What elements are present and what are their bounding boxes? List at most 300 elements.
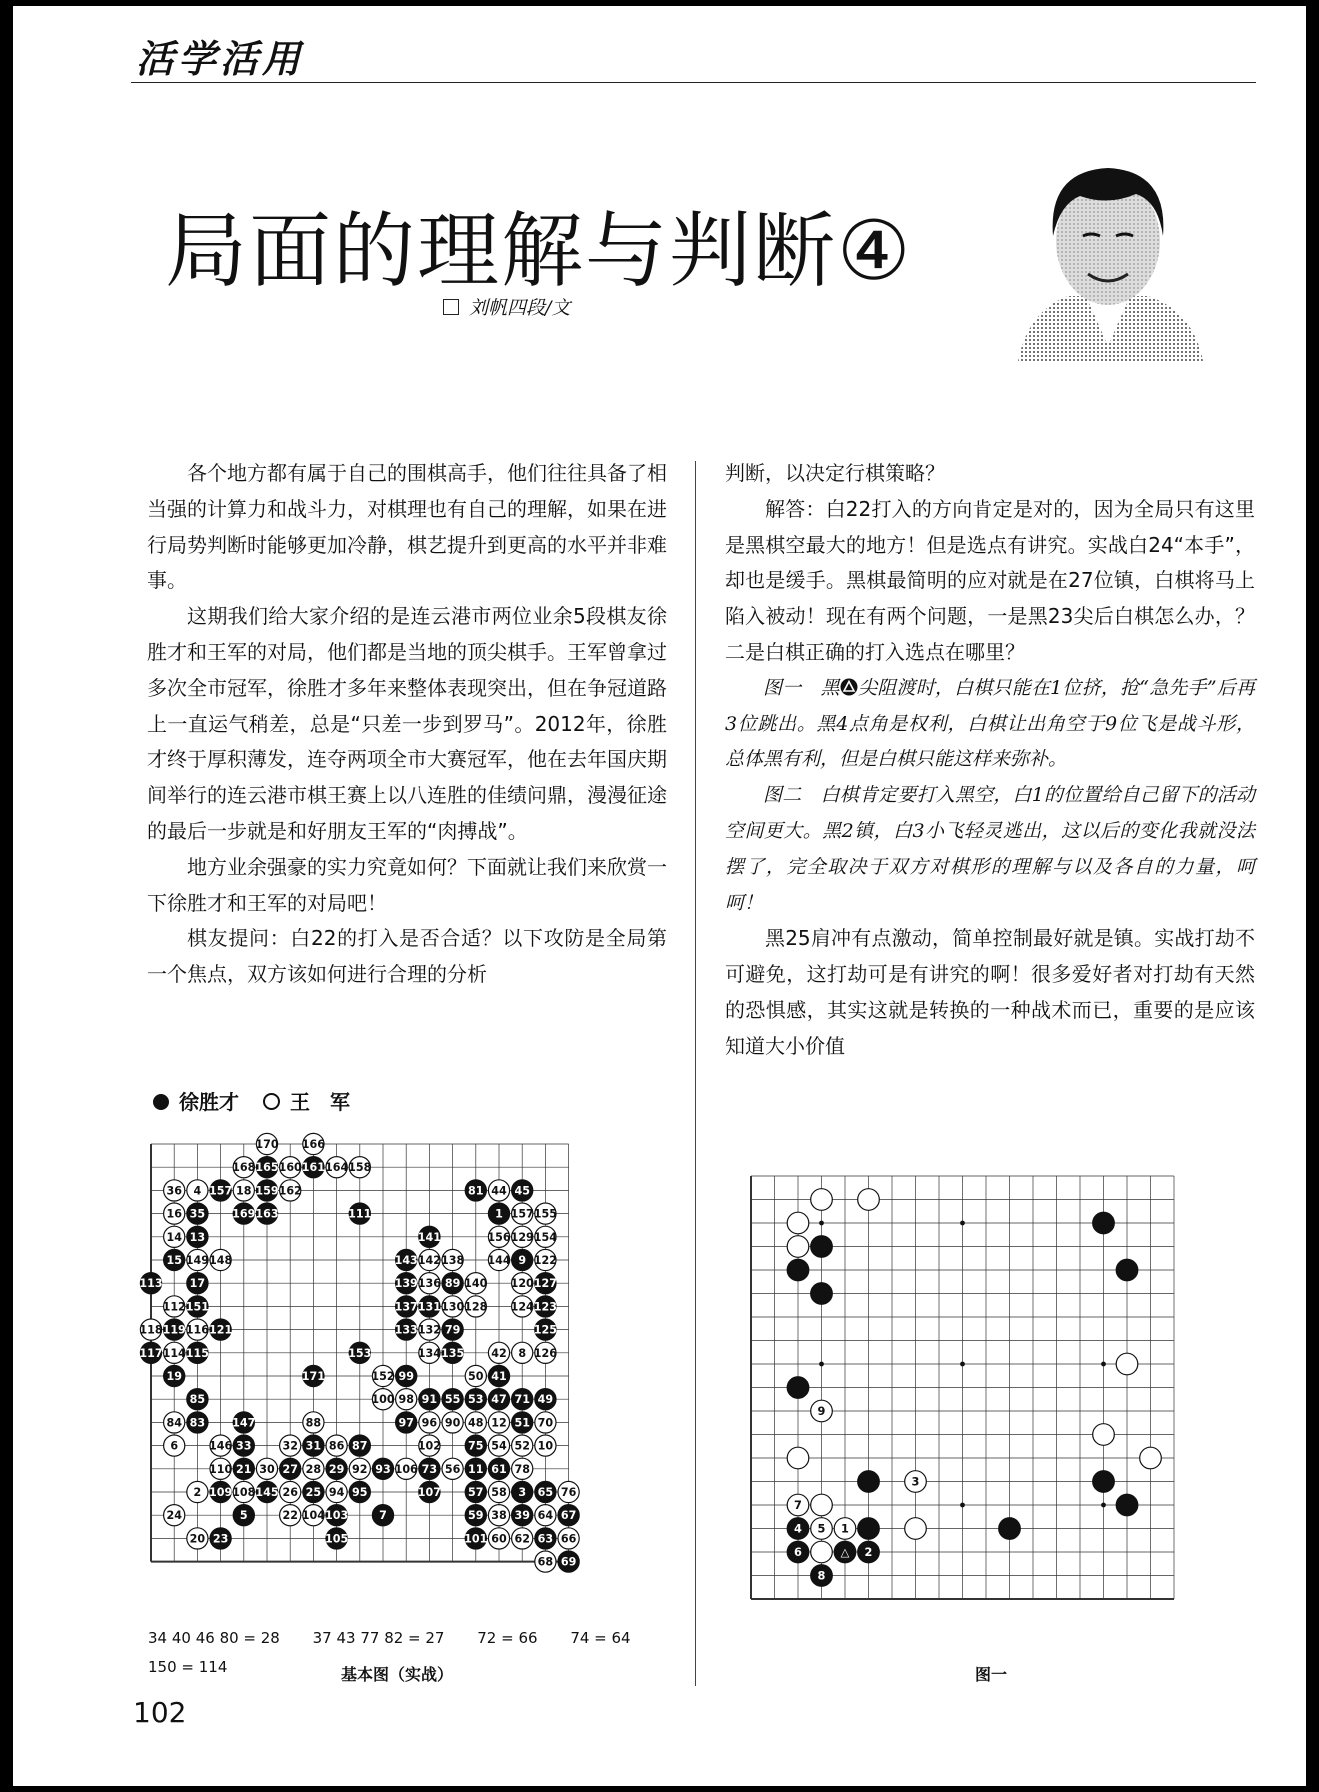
white-stone — [209, 1458, 232, 1479]
black-stone — [209, 1180, 232, 1201]
svg-text:147: 147 — [232, 1416, 256, 1430]
black-stone — [255, 1203, 278, 1224]
white-stone — [187, 1481, 208, 1502]
svg-text:2: 2 — [193, 1486, 202, 1500]
svg-text:160: 160 — [278, 1161, 302, 1175]
white-stone — [488, 1412, 509, 1433]
star-point — [1101, 1362, 1106, 1367]
svg-text:162: 162 — [278, 1184, 302, 1198]
white-stone — [511, 1203, 534, 1224]
svg-text:29: 29 — [328, 1462, 345, 1476]
author-photo — [1008, 146, 1208, 361]
svg-text:138: 138 — [440, 1254, 465, 1268]
black-stone — [396, 1365, 417, 1386]
svg-text:118: 118 — [139, 1323, 163, 1337]
page-number: 102 — [133, 1696, 187, 1729]
black-stone — [372, 1458, 393, 1479]
svg-text:101: 101 — [464, 1532, 488, 1546]
svg-text:84: 84 — [166, 1416, 182, 1430]
svg-text:157: 157 — [510, 1207, 534, 1221]
black-stone — [255, 1157, 278, 1178]
svg-text:6: 6 — [794, 1545, 802, 1560]
black-stone — [139, 1342, 162, 1363]
white-stone — [1140, 1447, 1162, 1469]
black-stone — [395, 1296, 418, 1317]
svg-text:5: 5 — [817, 1521, 826, 1536]
white-stone — [834, 1518, 856, 1540]
black-stone — [210, 1528, 231, 1549]
white-stone — [326, 1435, 347, 1456]
star-point — [1101, 1503, 1106, 1508]
svg-text:1: 1 — [841, 1521, 849, 1536]
black-stone — [558, 1505, 579, 1526]
svg-text:155: 155 — [533, 1207, 558, 1221]
magazine-page — [13, 6, 1306, 1786]
white-stone — [512, 1435, 533, 1456]
white-stone — [858, 1189, 880, 1211]
svg-text:165: 165 — [255, 1161, 279, 1175]
white-stone — [186, 1249, 209, 1270]
black-stone — [419, 1389, 440, 1410]
black-stone — [465, 1389, 486, 1410]
svg-text:139: 139 — [394, 1277, 418, 1291]
paragraph: 棋友提问：白22的打入是否合适？以下攻防是全局第一个焦点，双方该如何进行合理的分析 — [147, 926, 667, 987]
black-stone — [465, 1481, 486, 1502]
white-stone — [511, 1296, 534, 1317]
black-stone — [326, 1458, 347, 1479]
black-stone — [488, 1458, 509, 1479]
byline-text: 刘帆四段/文 — [469, 297, 571, 319]
svg-text:134: 134 — [417, 1346, 442, 1360]
black-stone — [395, 1273, 418, 1294]
white-stone — [511, 1273, 534, 1294]
svg-text:36: 36 — [166, 1184, 182, 1198]
white-stone — [418, 1342, 441, 1363]
svg-text:114: 114 — [162, 1346, 186, 1360]
black-stone — [1116, 1259, 1138, 1281]
figure-1-note: 图一 黑 尖阻渡时，白棋只能在1位挤，抢“急先手”后再3位跳出。黑4点角是权利，白棋让出角空于9位飞是战斗形，总体黑有利，但是白棋只能这样来弥补。 — [725, 676, 1255, 771]
black-stone — [534, 1319, 557, 1340]
white-stone — [209, 1249, 232, 1270]
svg-text:163: 163 — [255, 1207, 279, 1221]
black-triangle-stone-icon — [840, 678, 858, 696]
paragraph: 判断，以决定行棋策略？ — [725, 461, 945, 485]
black-stone — [187, 1226, 208, 1247]
svg-text:86: 86 — [328, 1439, 345, 1453]
svg-text:151: 151 — [185, 1300, 210, 1314]
svg-text:13: 13 — [189, 1230, 206, 1244]
white-stone — [233, 1180, 254, 1201]
svg-text:97: 97 — [398, 1416, 414, 1430]
white-stone — [442, 1458, 463, 1479]
svg-text:44: 44 — [491, 1184, 507, 1198]
white-stone — [787, 1494, 809, 1516]
white-stone — [418, 1435, 441, 1456]
svg-text:38: 38 — [491, 1509, 507, 1523]
white-stone — [465, 1365, 486, 1386]
svg-text:131: 131 — [417, 1300, 442, 1314]
svg-text:88: 88 — [305, 1416, 322, 1430]
svg-text:7: 7 — [379, 1509, 387, 1523]
svg-text:142: 142 — [417, 1254, 442, 1268]
white-stone — [488, 1435, 509, 1456]
black-stone — [811, 1283, 833, 1305]
star-point — [960, 1503, 965, 1508]
black-stone — [858, 1471, 880, 1493]
svg-text:58: 58 — [491, 1486, 507, 1500]
white-stone — [325, 1157, 348, 1178]
paragraph: 地方业余强豪的实力究竟如何？下面就让我们来欣赏一下徐胜才和王军的对局吧！ — [147, 854, 667, 915]
go-board-main — [139, 1124, 633, 1644]
white-stone — [535, 1551, 556, 1572]
black-stone — [465, 1435, 486, 1456]
white-stone — [418, 1319, 441, 1340]
white-stone — [395, 1458, 418, 1479]
svg-text:51: 51 — [514, 1416, 530, 1430]
svg-text:4: 4 — [193, 1184, 202, 1198]
white-stone — [442, 1412, 463, 1433]
svg-text:23: 23 — [212, 1532, 229, 1546]
svg-text:27: 27 — [282, 1462, 298, 1476]
svg-text:105: 105 — [324, 1532, 349, 1546]
black-stone — [164, 1249, 185, 1270]
white-stone — [558, 1528, 579, 1549]
white-stone — [418, 1249, 441, 1270]
svg-text:42: 42 — [491, 1346, 507, 1360]
svg-text:104: 104 — [301, 1509, 326, 1523]
black-stone — [512, 1389, 533, 1410]
white-stone — [488, 1528, 509, 1549]
black-stone — [488, 1389, 509, 1410]
white-stone — [488, 1505, 509, 1526]
black-stone — [163, 1319, 186, 1340]
black-stone — [999, 1518, 1021, 1540]
white-stone — [232, 1157, 255, 1178]
svg-text:25: 25 — [305, 1486, 322, 1500]
svg-text:145: 145 — [255, 1486, 279, 1500]
black-stone — [811, 1565, 833, 1587]
svg-text:68: 68 — [537, 1555, 554, 1569]
svg-text:54: 54 — [491, 1439, 507, 1453]
svg-text:154: 154 — [533, 1230, 558, 1244]
white-stone — [488, 1180, 509, 1201]
white-stone — [164, 1226, 185, 1247]
svg-text:107: 107 — [417, 1486, 442, 1500]
black-stone — [442, 1319, 463, 1340]
white-stone — [280, 1505, 301, 1526]
black-stone — [232, 1203, 255, 1224]
svg-text:127: 127 — [533, 1277, 558, 1291]
svg-text:128: 128 — [464, 1300, 488, 1314]
black-stone — [535, 1389, 556, 1410]
white-stone — [535, 1505, 556, 1526]
white-stone — [905, 1471, 927, 1493]
white-player: 王 军 — [290, 1090, 350, 1114]
svg-text:129: 129 — [510, 1230, 534, 1244]
black-stone — [512, 1412, 533, 1433]
black-stone — [395, 1319, 418, 1340]
svg-text:32: 32 — [282, 1439, 298, 1453]
paragraph: 黑25肩冲有点激动，简单控制最好就是镇。实战打劫不可避免，这打劫可是有讲究的啊！很多爱好者对打劫有天然的恐惧感，其实这就是转换的一种战术而已，重要的是应该知道大小价值 — [725, 926, 1255, 1058]
svg-text:149: 149 — [185, 1254, 210, 1268]
svg-text:8: 8 — [817, 1568, 826, 1583]
svg-text:168: 168 — [232, 1161, 256, 1175]
svg-text:5: 5 — [239, 1509, 248, 1523]
svg-text:30: 30 — [259, 1462, 275, 1476]
svg-text:92: 92 — [352, 1462, 368, 1476]
white-stone-icon — [263, 1093, 280, 1110]
black-stone — [442, 1273, 463, 1294]
black-stone — [787, 1259, 809, 1281]
svg-text:140: 140 — [464, 1277, 488, 1291]
svg-text:1: 1 — [495, 1207, 503, 1221]
black-stone — [303, 1481, 324, 1502]
black-stone — [418, 1481, 441, 1502]
black-stone — [418, 1296, 441, 1317]
svg-text:67: 67 — [560, 1509, 577, 1523]
white-stone — [419, 1412, 440, 1433]
white-stone — [905, 1518, 927, 1540]
black-stone — [233, 1458, 254, 1479]
svg-text:14: 14 — [166, 1230, 182, 1244]
player-legend — [153, 1086, 350, 1115]
white-stone — [303, 1458, 324, 1479]
svg-text:157: 157 — [208, 1184, 233, 1198]
svg-text:135: 135 — [440, 1346, 465, 1360]
black-stone — [488, 1365, 509, 1386]
white-stone — [349, 1458, 370, 1479]
black-stone — [418, 1226, 441, 1247]
black-stone — [186, 1342, 209, 1363]
black-stone — [465, 1458, 486, 1479]
svg-text:124: 124 — [510, 1300, 534, 1314]
black-stone — [302, 1157, 325, 1178]
svg-text:123: 123 — [533, 1300, 558, 1314]
svg-text:39: 39 — [514, 1509, 530, 1523]
svg-text:66: 66 — [560, 1532, 577, 1546]
black-stone — [512, 1180, 533, 1201]
svg-text:91: 91 — [421, 1393, 438, 1407]
white-stone — [164, 1505, 185, 1526]
black-stone — [441, 1342, 464, 1363]
svg-text:117: 117 — [139, 1346, 163, 1360]
svg-text:6: 6 — [170, 1439, 179, 1453]
black-stone-icon — [153, 1094, 169, 1110]
svg-text:85: 85 — [189, 1393, 206, 1407]
svg-text:69: 69 — [560, 1555, 577, 1569]
svg-text:122: 122 — [533, 1254, 558, 1268]
white-stone — [1093, 1424, 1115, 1446]
svg-text:71: 71 — [514, 1393, 530, 1407]
black-stone — [255, 1180, 278, 1201]
star-point — [819, 1362, 824, 1367]
white-stone — [488, 1342, 509, 1363]
svg-text:16: 16 — [166, 1207, 182, 1221]
svg-text:148: 148 — [208, 1254, 233, 1268]
svg-text:81: 81 — [468, 1184, 484, 1198]
svg-text:169: 169 — [232, 1207, 256, 1221]
svg-text:63: 63 — [537, 1532, 554, 1546]
svg-text:62: 62 — [514, 1532, 530, 1546]
black-stone — [209, 1319, 232, 1340]
black-stone — [558, 1551, 579, 1572]
white-stone — [187, 1180, 208, 1201]
svg-text:93: 93 — [375, 1462, 391, 1476]
svg-text:9: 9 — [518, 1254, 527, 1268]
black-stone — [787, 1377, 809, 1399]
svg-text:116: 116 — [185, 1323, 210, 1337]
svg-text:53: 53 — [468, 1393, 484, 1407]
black-stone — [465, 1505, 486, 1526]
white-stone — [1116, 1353, 1138, 1375]
white-stone — [164, 1180, 185, 1201]
svg-text:33: 33 — [236, 1439, 252, 1453]
black-stone — [348, 1203, 371, 1224]
svg-text:△: △ — [840, 1545, 850, 1560]
svg-text:70: 70 — [537, 1416, 554, 1430]
svg-text:143: 143 — [394, 1254, 418, 1268]
black-stone — [464, 1528, 487, 1549]
white-stone — [441, 1249, 464, 1270]
svg-text:113: 113 — [139, 1277, 163, 1291]
white-stone — [256, 1458, 277, 1479]
svg-text:83: 83 — [189, 1416, 206, 1430]
black-stone — [1116, 1494, 1138, 1516]
svg-text:103: 103 — [324, 1509, 349, 1523]
svg-text:73: 73 — [421, 1462, 438, 1476]
white-stone — [558, 1481, 579, 1502]
white-stone — [441, 1296, 464, 1317]
svg-text:76: 76 — [560, 1486, 577, 1500]
white-stone — [139, 1319, 162, 1340]
white-stone — [787, 1447, 809, 1469]
svg-text:112: 112 — [162, 1300, 186, 1314]
white-stone — [209, 1435, 232, 1456]
black-stone — [512, 1249, 533, 1270]
white-stone — [512, 1528, 533, 1549]
white-stone — [811, 1518, 833, 1540]
svg-text:121: 121 — [208, 1323, 233, 1337]
svg-text:61: 61 — [491, 1462, 507, 1476]
svg-text:55: 55 — [444, 1393, 461, 1407]
white-stone — [787, 1212, 809, 1234]
black-stone — [787, 1541, 809, 1563]
svg-text:50: 50 — [468, 1370, 484, 1384]
black-stone — [187, 1273, 208, 1294]
svg-text:102: 102 — [417, 1439, 442, 1453]
svg-text:2: 2 — [864, 1545, 873, 1560]
svg-text:15: 15 — [166, 1254, 182, 1268]
svg-text:26: 26 — [282, 1486, 298, 1500]
white-stone — [487, 1226, 510, 1247]
white-stone — [186, 1319, 209, 1340]
svg-text:52: 52 — [514, 1439, 530, 1453]
svg-text:8: 8 — [518, 1346, 527, 1360]
white-stone — [811, 1494, 833, 1516]
svg-text:48: 48 — [468, 1416, 484, 1430]
black-stone — [1093, 1471, 1115, 1493]
black-stone — [488, 1203, 509, 1224]
black-stone — [233, 1505, 254, 1526]
svg-text:47: 47 — [491, 1393, 507, 1407]
svg-text:164: 164 — [324, 1161, 349, 1175]
white-stone — [535, 1412, 556, 1433]
svg-text:57: 57 — [468, 1486, 484, 1500]
black-stone — [280, 1458, 301, 1479]
star-point — [960, 1362, 965, 1367]
move-equivalences-2: 150 = 114 — [148, 1658, 228, 1676]
black-stone — [465, 1180, 486, 1201]
svg-text:3: 3 — [911, 1474, 920, 1489]
white-stone — [163, 1296, 186, 1317]
black-stone — [233, 1435, 254, 1456]
svg-text:7: 7 — [794, 1498, 802, 1513]
svg-text:49: 49 — [537, 1393, 554, 1407]
svg-text:20: 20 — [189, 1532, 206, 1546]
svg-text:79: 79 — [444, 1323, 461, 1337]
black-stone — [419, 1458, 440, 1479]
svg-text:21: 21 — [236, 1462, 252, 1476]
black-stone — [372, 1505, 393, 1526]
white-stone — [348, 1157, 371, 1178]
svg-text:94: 94 — [328, 1486, 345, 1500]
svg-text:18: 18 — [236, 1184, 252, 1198]
figure-1-label: 图一 — [763, 676, 802, 699]
svg-text:87: 87 — [352, 1439, 368, 1453]
svg-text:24: 24 — [166, 1509, 182, 1523]
svg-text:159: 159 — [255, 1184, 279, 1198]
black-stone — [349, 1435, 370, 1456]
svg-text:64: 64 — [537, 1509, 554, 1523]
svg-text:171: 171 — [301, 1370, 326, 1384]
black-stone — [232, 1412, 255, 1433]
figure-2-note: 图二 白棋肯定要打入黑空，白1的位置给自己留下的活动空间更大。黑2镇，白3小飞轻灵逃出，这以后的变化我就没法摆了，完全取决于双方对棋形的理解与以及各自的力量，呵呵！ — [725, 784, 1255, 914]
svg-text:89: 89 — [444, 1277, 461, 1291]
white-stone — [164, 1435, 185, 1456]
black-stone — [395, 1249, 418, 1270]
black-stone — [442, 1389, 463, 1410]
white-stone — [787, 1236, 809, 1258]
white-stone — [465, 1412, 486, 1433]
white-stone — [280, 1435, 301, 1456]
white-stone — [303, 1412, 324, 1433]
svg-text:28: 28 — [305, 1462, 322, 1476]
svg-text:111: 111 — [348, 1207, 372, 1221]
black-stone — [834, 1541, 856, 1563]
white-stone — [534, 1249, 557, 1270]
white-stone — [371, 1389, 394, 1410]
black-stone — [1093, 1212, 1115, 1234]
black-stone — [186, 1296, 209, 1317]
star-point — [819, 1221, 824, 1226]
svg-text:126: 126 — [533, 1346, 558, 1360]
black-stone — [139, 1273, 162, 1294]
black-stone — [348, 1342, 371, 1363]
column-divider — [695, 461, 696, 1686]
white-stone — [163, 1342, 186, 1363]
move-equivalences: 34 40 46 80 = 28 37 43 77 82 = 27 72 = 66 74 = 64 — [148, 1629, 631, 1647]
white-stone — [534, 1226, 557, 1247]
black-stone — [325, 1505, 348, 1526]
svg-text:106: 106 — [394, 1462, 418, 1476]
svg-text:136: 136 — [417, 1277, 442, 1291]
svg-text:120: 120 — [510, 1277, 534, 1291]
svg-text:59: 59 — [468, 1509, 484, 1523]
svg-text:90: 90 — [444, 1416, 461, 1430]
black-stone — [187, 1389, 208, 1410]
right-column — [725, 456, 1255, 1065]
white-stone — [811, 1189, 833, 1211]
